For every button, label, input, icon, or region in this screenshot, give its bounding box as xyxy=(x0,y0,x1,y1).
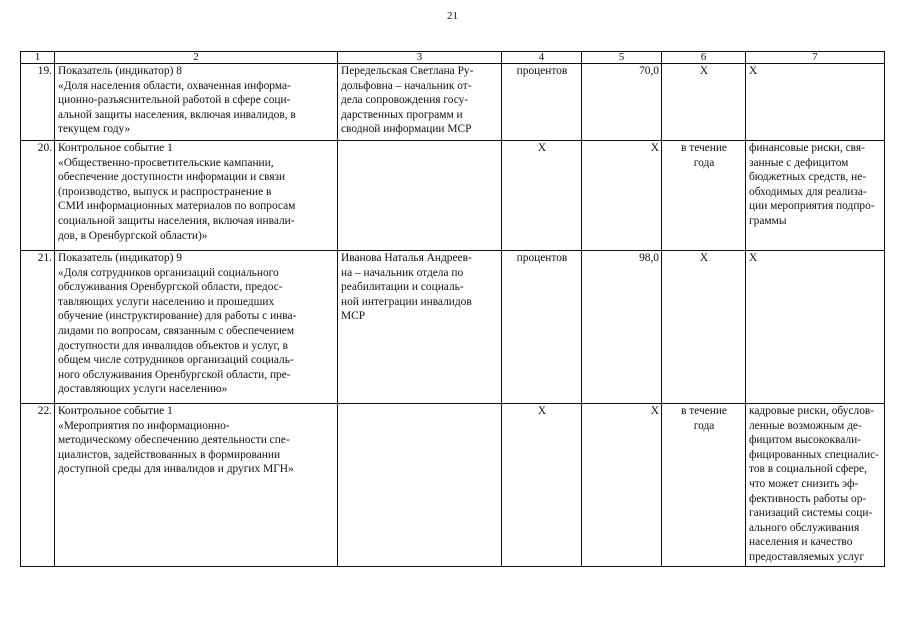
event-description-cell xyxy=(55,251,338,404)
cell-text-line: обеспечение доступности информации и связи xyxy=(58,171,286,184)
cell-text-line: финансовые риски, свя- xyxy=(749,142,865,154)
program-indicators-table xyxy=(20,51,885,567)
unit-cell: процентов xyxy=(502,251,582,404)
cell-text-line: «Доля населения области, охваченная информа- xyxy=(58,79,291,92)
event-description-cell xyxy=(55,404,338,567)
cell-text-line: текущем году» xyxy=(58,123,131,136)
value-cell: 70,0 xyxy=(582,64,662,141)
header-cell: 6 xyxy=(662,52,746,64)
cell-text-line: альной защиты населения, включая инвалидов, в xyxy=(58,108,296,121)
cell-text-line: методическому обеспечению деятельности спе- xyxy=(58,434,290,447)
cell-text-line: ции мероприятия подпро- xyxy=(749,200,875,213)
cell-text-line: дов, в Оренбургской области)» xyxy=(58,229,208,242)
cell-text-line: что может снизить эф- xyxy=(749,477,859,490)
cell-text-line: ного обслуживания Оренбургской области, пре- xyxy=(58,368,291,381)
cell-text-line: лидами по вопросам, связанным с обеспечением xyxy=(58,324,295,337)
cell-text-line: МСР xyxy=(341,310,366,323)
cell-text-line: X xyxy=(749,252,758,264)
cell-text-line: X xyxy=(699,252,709,264)
cell-text-line: на – начальник отдела по xyxy=(341,266,464,279)
table-row xyxy=(21,64,885,141)
cell-text-line: фицированных специалис- xyxy=(749,448,879,461)
cell-text-line: бюджетных средств, не- xyxy=(749,171,867,184)
deadline-cell xyxy=(662,404,746,567)
event-description-cell xyxy=(55,141,338,251)
cell-text-line: ганизаций системы соци- xyxy=(749,507,873,520)
cell-text-line: Иванова Наталья Андреев- xyxy=(341,252,472,264)
unit-cell: процентов xyxy=(502,64,582,141)
cell-text-line: года xyxy=(693,156,715,169)
cell-text-line: тавляющих услуги населению и прошедших xyxy=(58,295,275,308)
deadline-cell xyxy=(662,64,746,141)
header-cell: 4 xyxy=(502,52,582,64)
cell-text-line: кадровые риски, обуслов- xyxy=(749,405,875,417)
cell-text-line: обслуживания Оренбургской области, предос- xyxy=(58,281,283,294)
cell-text-line: тов в социальной сфере, xyxy=(749,463,867,476)
value-cell: X xyxy=(582,404,662,567)
responsible-person-cell xyxy=(338,141,502,251)
header-cell: 3 xyxy=(338,52,502,64)
cell-text-line: X xyxy=(749,65,758,77)
risks-cell xyxy=(746,141,885,251)
cell-text-line: ленные возможным де- xyxy=(749,419,862,432)
cell-text-line: сводной информации МСР xyxy=(341,123,472,136)
responsible-person-cell xyxy=(338,64,502,141)
row-number-cell: 19. xyxy=(21,64,55,141)
row-number-cell: 20. xyxy=(21,141,55,251)
cell-text-line: доставляющих услуги населению» xyxy=(58,383,228,396)
header-cell: 2 xyxy=(55,52,338,64)
header-row xyxy=(21,52,885,64)
cell-text-line: занные с дефицитом xyxy=(749,156,849,169)
deadline-cell xyxy=(662,251,746,404)
cell-text-line: доступности для инвалидов объектов и услуг, в xyxy=(58,339,288,352)
value-cell: 98,0 xyxy=(582,251,662,404)
page-number: 21 xyxy=(447,10,458,22)
cell-text-line: предоставляемых услуг xyxy=(749,550,865,563)
cell-text-line: Контрольное событие 1 xyxy=(58,405,173,417)
cell-text-line: «Доля сотрудников организаций социального xyxy=(58,266,279,279)
cell-text-line: циалистов, задействованных в формировании xyxy=(58,448,281,461)
cell-text-line: Контрольное событие 1 xyxy=(58,142,173,154)
cell-text-line: ционно-разъяснительной работой в сфере соци- xyxy=(58,94,291,107)
cell-text-line: «Общественно-просветительские кампании, xyxy=(58,156,274,169)
cell-text-line: социальной защиты населения, включая инвали- xyxy=(58,214,295,227)
cell-text-line: года xyxy=(693,419,715,432)
cell-text-line: доступной среды для инвалидов и других МГН» xyxy=(58,463,294,476)
event-description-cell xyxy=(55,64,338,141)
unit-cell: X xyxy=(502,141,582,251)
header-cell: 7 xyxy=(746,52,885,64)
cell-text-line: дарственных программ и xyxy=(341,108,463,121)
cell-text-line: граммы xyxy=(749,214,787,227)
table-body xyxy=(21,64,885,567)
cell-text-line: дела сопровождения госу- xyxy=(341,94,469,107)
table-row xyxy=(21,251,885,404)
cell-text-line: в течение xyxy=(680,405,727,417)
cell-text-line: дольфовна – начальник от- xyxy=(341,79,472,92)
cell-text-line: (производство, выпуск и распространение в xyxy=(58,185,272,198)
cell-text-line: ального обслуживания xyxy=(749,521,860,534)
cell-text-line: Передельская Светлана Ру- xyxy=(341,65,474,77)
table-row xyxy=(21,404,885,567)
risks-cell xyxy=(746,251,885,404)
cell-text-line: X xyxy=(699,65,709,77)
header-cell: 5 xyxy=(582,52,662,64)
responsible-person-cell xyxy=(338,404,502,567)
deadline-cell xyxy=(662,141,746,251)
table-row xyxy=(21,141,885,251)
cell-text-line: фективность работы ор- xyxy=(749,492,867,505)
risks-cell xyxy=(746,64,885,141)
cell-text-line: общем числе сотрудников организаций социаль- xyxy=(58,354,294,367)
cell-text-line: фицитом высококвали- xyxy=(749,434,861,447)
cell-text-line: обучение (инструктирование) для работы с инва- xyxy=(58,310,297,323)
cell-text-line: Показатель (индикатор) 9 xyxy=(58,252,182,264)
row-number-cell: 22. xyxy=(21,404,55,567)
cell-text-line: ной интеграции инвалидов xyxy=(341,295,472,308)
cell-text-line: в течение xyxy=(680,142,727,154)
header-cell: 1 xyxy=(21,52,55,64)
cell-text-line: СМИ информационных материалов по вопросам xyxy=(58,200,296,213)
cell-text-line: «Мероприятия по информационно- xyxy=(58,419,230,432)
value-cell: X xyxy=(582,141,662,251)
cell-text-line: населения и качество xyxy=(749,536,853,549)
cell-text-line: реабилитации и социаль- xyxy=(341,281,464,294)
row-number-cell: 21. xyxy=(21,251,55,404)
cell-text-line: Показатель (индикатор) 8 xyxy=(58,65,182,77)
risks-cell xyxy=(746,404,885,567)
responsible-person-cell xyxy=(338,251,502,404)
cell-text-line: обходимых для реализа- xyxy=(749,185,867,198)
unit-cell: X xyxy=(502,404,582,567)
